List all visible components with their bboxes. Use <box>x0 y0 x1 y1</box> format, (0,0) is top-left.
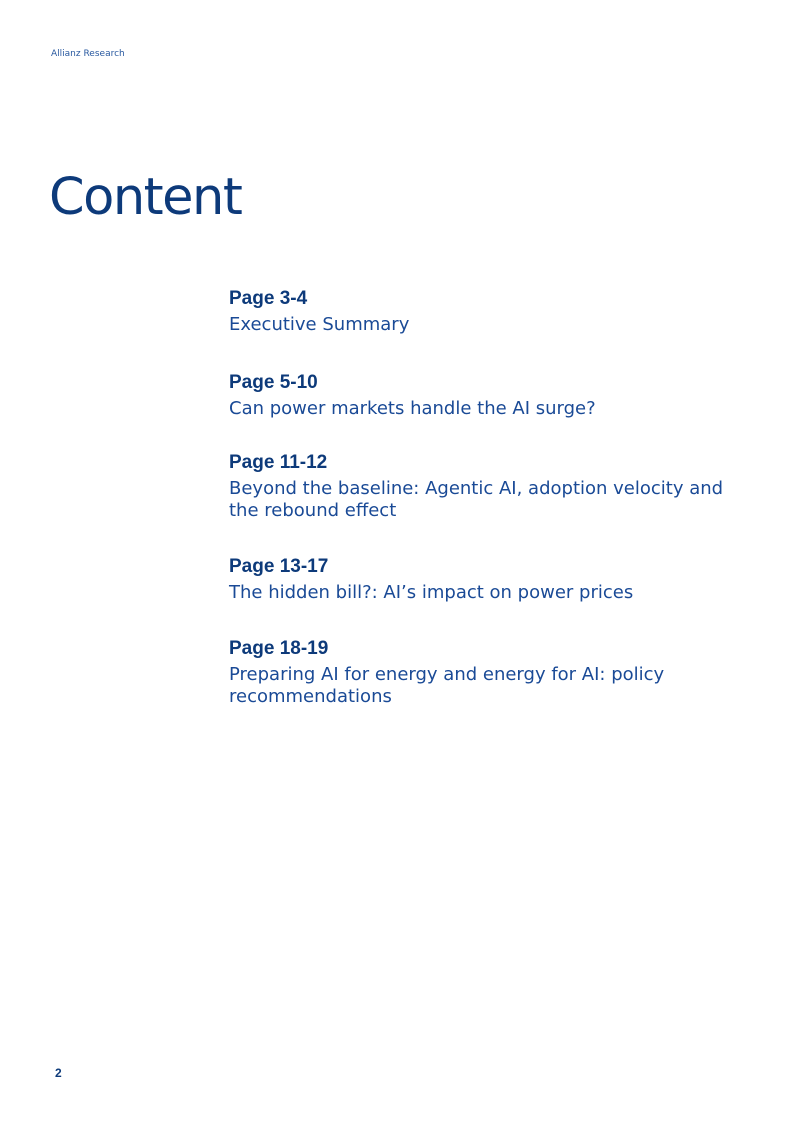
toc-entry-pages: Page 13-17 <box>229 556 329 577</box>
toc-entry[interactable] <box>229 637 749 708</box>
toc-entry-pages: Page 18-19 <box>229 638 329 659</box>
toc-entry-pages: Page 11-12 <box>229 452 328 473</box>
toc-entry-title: Beyond the baseline: Agentic AI, adoption velocity and the rebound effect <box>229 478 724 521</box>
toc-entry[interactable] <box>229 371 749 420</box>
toc-entry[interactable] <box>229 451 749 522</box>
toc-entry-title: Can power markets handle the AI surge? <box>229 398 596 419</box>
toc-entry-pages: Page 5-10 <box>229 372 318 393</box>
page-title: Content <box>49 168 242 227</box>
toc-entry-pages: Page 3-4 <box>229 288 308 309</box>
toc-entry[interactable] <box>229 555 749 604</box>
toc-entry[interactable] <box>229 287 749 336</box>
toc-entry-title: Preparing AI for energy and energy for AI: policy recommendations <box>229 664 665 707</box>
toc-entry-title: Executive Summary <box>229 314 410 335</box>
toc-entry-title: The hidden bill?: AI’s impact on power prices <box>229 582 634 603</box>
header-label: Allianz Research <box>51 49 125 59</box>
page-number: 2 <box>55 1066 62 1080</box>
